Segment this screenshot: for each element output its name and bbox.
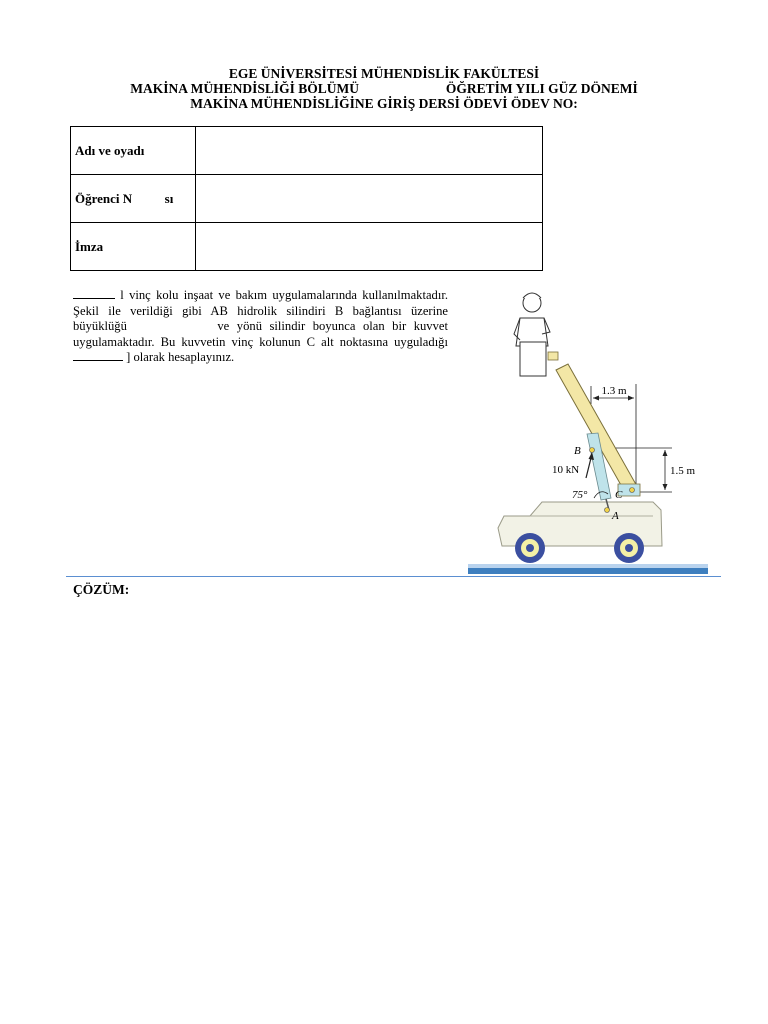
- problem-tail-text: ] olarak hesaplayınız.: [123, 350, 235, 364]
- dimension-vertical-label: 1.5 m: [670, 465, 696, 477]
- solution-heading: ÇÖZÜM:: [73, 582, 130, 597]
- name-field[interactable]: [196, 127, 543, 175]
- signature-label: İmza: [71, 223, 196, 271]
- point-c-label: C: [615, 489, 623, 501]
- document-header: [0, 66, 768, 111]
- signature-field[interactable]: [196, 223, 543, 271]
- worker-figure: [514, 293, 558, 376]
- header-department: MAKİNA MÜHENDİSLİĞİ BÖLÜMÜ: [130, 81, 360, 96]
- table-row: [71, 175, 543, 223]
- crane-figure: [468, 284, 708, 576]
- header-semester: ÖĞRETİM YILI GÜZ DÖNEMİ: [445, 81, 638, 96]
- name-label: Adı ve oyadı: [71, 127, 196, 175]
- force-arrow: [552, 452, 594, 478]
- header-line-3: MAKİNA MÜHENDİSLİĞİNE GİRİŞ DERSİ ÖDEVİ ÖDEV NO:: [190, 96, 578, 111]
- table-row: [71, 127, 543, 175]
- point-a-label: A: [612, 510, 619, 522]
- point-b-label: B: [574, 445, 581, 457]
- front-wheel: [614, 533, 644, 563]
- rear-wheel: [515, 533, 545, 563]
- dimension-horizontal-label: 1.3 m: [601, 385, 627, 397]
- problem-lead-text: l vinç kolu inşaat ve bakım uygulamalarında kullanılmaktadır. Şekil ile verildiği gibi AB hidrolik silindiri B bağlantısı üzerine büyüklüğü ve yönü silindir boyunca olan bir kuvvet uygulamaktadır. Bu kuvvetin vinç kolunun C alt noktasına uyguladığı: [73, 288, 452, 349]
- header-line-1: EGE ÜNİVERSİTESİ MÜHENDİSLİK FAKÜLTESİ: [228, 66, 540, 81]
- student-number-label: Öğrenci N sı: [71, 175, 196, 223]
- header-line-2: [0, 81, 768, 96]
- force-label: 10 kN: [552, 464, 580, 476]
- student-number-field[interactable]: [196, 175, 543, 223]
- section-divider: [66, 576, 721, 577]
- ground-strip: [468, 568, 708, 574]
- angle-label: 75°: [572, 489, 588, 501]
- problem-statement: [73, 288, 452, 366]
- student-info-table: [70, 126, 543, 271]
- answer-blank-line: [73, 360, 123, 361]
- table-row: [71, 223, 543, 271]
- blank-line: [73, 298, 115, 299]
